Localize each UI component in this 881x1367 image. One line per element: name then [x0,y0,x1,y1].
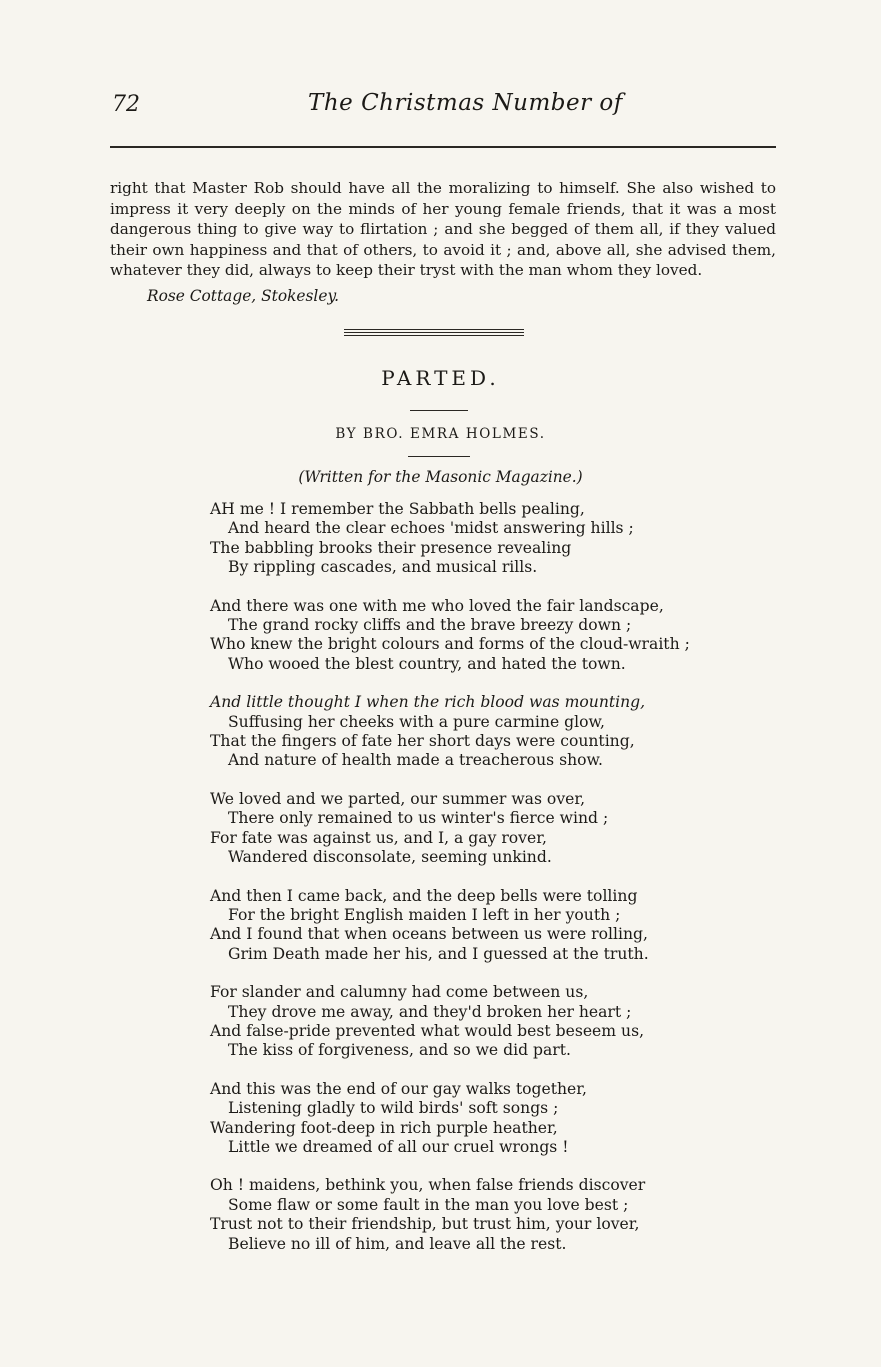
verse-line: For fate was against us, and I, a gay rover, [210,828,547,847]
verse-line: Oh ! maidens, bethink you, when false friends discover [210,1176,646,1195]
page-header [108,88,778,128]
poem-body [210,500,690,1273]
stanza [210,1176,670,1254]
verse-line: That the fingers of fate her short days were counting, [210,732,635,751]
poem-byline: BY BRO. EMRA HOLMES. [335,426,546,442]
verse-line: Little we dreamed of all our cruel wrongs ! [228,1137,569,1156]
stanza [210,983,670,1061]
stanza [210,693,670,771]
verse-line: And nature of health made a treacherous show. [228,751,603,770]
verse-line: And little thought I when the rich blood was mounting, [210,693,646,712]
verse-line: Who wooed the blest country, and hated the town. [228,654,626,673]
verse-line: Wandered disconsolate, seeming unkind. [228,848,552,867]
verse-line: By rippling cascades, and musical rills. [228,558,538,577]
verse-line: Listening gladly to wild birds' soft songs ; [228,1099,559,1118]
stanza [210,790,670,868]
verse-line: The grand rocky cliffs and the brave breezy down ; [228,616,632,635]
verse-line: And this was the end of our gay walks together, [210,1079,587,1098]
verse-line: And then I came back, and the deep bells were tolling [210,886,638,905]
verse-line: Wandering foot-deep in rich purple heather, [210,1118,558,1137]
verse-line: Some flaw or some fault in the man you love best ; [228,1195,629,1214]
title-rule [410,410,468,411]
verse-line: Trust not to their friendship, but trust him, your lover, [210,1215,640,1234]
verse-line: And there was one with me who loved the fair landscape, [210,596,664,615]
verse-line: And heard the clear echoes 'midst answering hills ; [228,519,634,538]
prose-section [110,178,776,281]
poem-note: (Written for the Masonic Magazine.) [298,468,583,486]
verse-line: There only remained to us winter's fierce wind ; [228,809,609,828]
verse-line: Suffusing her cheeks with a pure carmine glow, [228,712,605,731]
verse-line: We loved and we parted, our summer was over, [210,789,586,808]
closing-paragraph: right that Master Rob should have all the moralizing to himself. She also wished to impress it very deeply on the minds of her young female friends, that it was a most dangerous thing to give way to flirtation ; and she begged of them all, if they valued their own happiness and that of others, to avoid it ; and, above all, she advised them, whatever they did, always to keep their tryst with the man whom they loved. [110,179,776,280]
page-number: 72 [112,92,140,117]
verse-line: For the bright English maiden I left in her youth ; [228,905,621,924]
byline-rule [408,456,470,457]
stanza [210,500,670,578]
poem-title: PARTED. [381,366,500,390]
signature: Rose Cottage, Stokesley. [147,287,339,305]
verse-line: And I found that when oceans between us were rolling, [210,925,648,944]
verse-line: The babbling brooks their presence revealing [210,538,572,557]
verse-line: For slander and calumny had come between us, [210,983,589,1002]
verse-line: AH me ! I remember the Sabbath bells pealing, [210,500,585,518]
verse-line: Who knew the bright colours and forms of the cloud-wraith ; [210,635,690,654]
stanza [210,596,690,675]
verse-line: And false-pride prevented what would best beseem us, [210,1021,645,1040]
running-title: The Christmas Number of [308,90,623,116]
stanza [210,887,670,965]
verse-line: Believe no ill of him, and leave all the rest. [228,1234,567,1253]
stanza [210,1080,670,1158]
header-rule [110,146,776,148]
verse-line: Grim Death made her his, and I guessed at the truth. [228,944,649,963]
section-divider [344,329,524,338]
verse-line: They drove me away, and they'd broken her heart ; [228,1002,632,1021]
verse-line: The kiss of forgiveness, and so we did part. [228,1041,571,1060]
